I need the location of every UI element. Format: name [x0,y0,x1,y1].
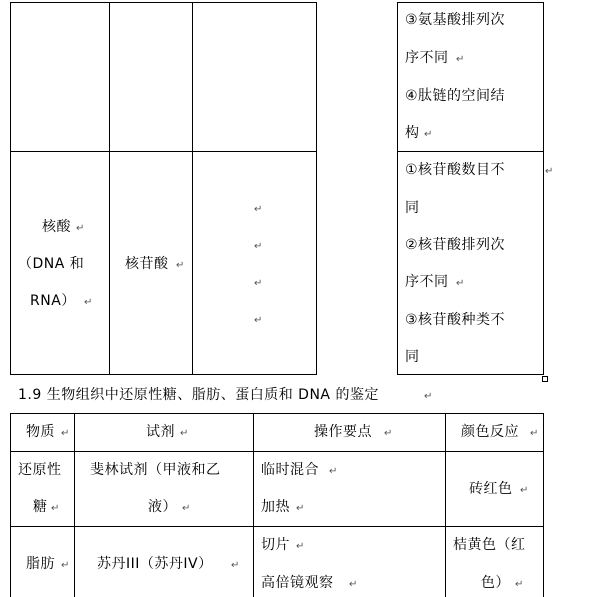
cell-text: 核酸 [42,219,71,235]
table-1-bottom-border [10,374,317,375]
cell-text: 同 [405,349,420,365]
table-2-left-border [10,413,11,597]
cell-text: RNA） [30,293,76,309]
cell-text: 斐林试剂（甲液和乙 [90,462,221,478]
paragraph-mark-icon: ↵ [456,278,465,289]
cell-text: 构 [405,125,420,141]
cell-text: 同 [405,200,420,216]
section-heading: 1.9 生物组织中还原性糖、脂肪、蛋白质和 DNA 的鉴定 [18,387,379,403]
table-1-left-border [10,2,11,375]
paragraph-mark-icon: ↵ [349,579,358,590]
table-1-col-divider-2 [192,2,193,375]
cell-text: 高倍镜观察 [261,575,334,591]
cell-text: ④肽链的空间结 [405,88,506,104]
column-header: 物质 [26,424,55,440]
paragraph-mark-icon: ↵ [296,503,305,514]
paragraph-mark-icon: ↵ [231,560,240,571]
table-1-right-left-border [397,2,398,375]
table-2-row-divider [10,526,544,527]
cell-text: 加热 [261,499,290,515]
table-1-col-divider-3 [316,2,317,375]
table-1-right-row-divider [397,151,544,152]
table-1-col-divider-1 [109,2,110,375]
cell-text: （DNA 和 [18,256,85,272]
paragraph-mark-icon: ↵ [329,466,338,477]
paragraph-mark-icon: ↵ [424,129,433,140]
paragraph-mark-icon: ↵ [61,428,70,439]
paragraph-mark-icon: ↵ [61,560,70,571]
table-1-top-border [10,2,317,3]
cell-text: 桔黄色（红 [453,537,526,553]
column-header: 试剂 [146,424,175,440]
cell-text: 糖 [33,499,48,515]
table-1-right-right-border [543,2,544,375]
cell-text: 切片 [261,537,290,553]
cell-text: 临时混合 [261,462,319,478]
paragraph-mark-icon: ↵ [182,503,191,514]
paragraph-mark-icon: ↵ [520,485,529,496]
paragraph-mark-icon: ↵ [254,278,263,289]
cell-text: 核苷酸 [125,256,169,272]
cell-text: ③氨基酸排列次 [405,12,506,28]
table-1-row-divider [10,151,317,152]
paragraph-mark-icon: ↵ [84,297,93,308]
table-2-header-divider [10,451,544,452]
cell-text: 脂肪 [26,556,55,572]
paragraph-mark-icon: ↵ [296,541,305,552]
cell-text: 还原性 [18,462,62,478]
table-resize-handle[interactable] [542,376,548,382]
paragraph-mark-icon: ↵ [176,260,185,271]
table-2-right-border [543,413,544,597]
table-2-col-divider-2 [253,413,254,597]
paragraph-mark-icon: ↵ [545,166,554,177]
cell-text: 序不同 [405,274,449,290]
table-2-top-border [10,413,544,414]
paragraph-mark-icon: ↵ [51,503,60,514]
paragraph-mark-icon: ↵ [424,391,433,402]
paragraph-mark-icon: ↵ [515,579,524,590]
table-1-right-top-border [397,2,544,3]
cell-text: 序不同 [405,50,449,66]
table-2-col-divider-3 [445,413,446,597]
cell-text: 砖红色 [469,481,513,497]
cell-text: 色） [481,575,510,591]
paragraph-mark-icon: ↵ [180,428,189,439]
column-header: 颜色反应 [461,424,519,440]
paragraph-mark-icon: ↵ [530,428,539,439]
cell-text: ②核苷酸排列次 [405,237,506,253]
cell-text: 液） [148,499,177,515]
column-header: 操作要点 [314,424,372,440]
paragraph-mark-icon: ↵ [76,223,85,234]
paragraph-mark-icon: ↵ [254,241,263,252]
cell-text: 苏丹III（苏丹IV） [97,556,213,572]
paragraph-mark-icon: ↵ [384,428,393,439]
paragraph-mark-icon: ↵ [254,204,263,215]
table-2-col-divider-1 [74,413,75,597]
table-1-right-bottom-border [397,374,544,375]
paragraph-mark-icon: ↵ [456,54,465,65]
paragraph-mark-icon: ↵ [254,315,263,326]
cell-text: ③核苷酸种类不 [405,312,506,328]
cell-text: ①核苷酸数目不 [405,162,506,178]
